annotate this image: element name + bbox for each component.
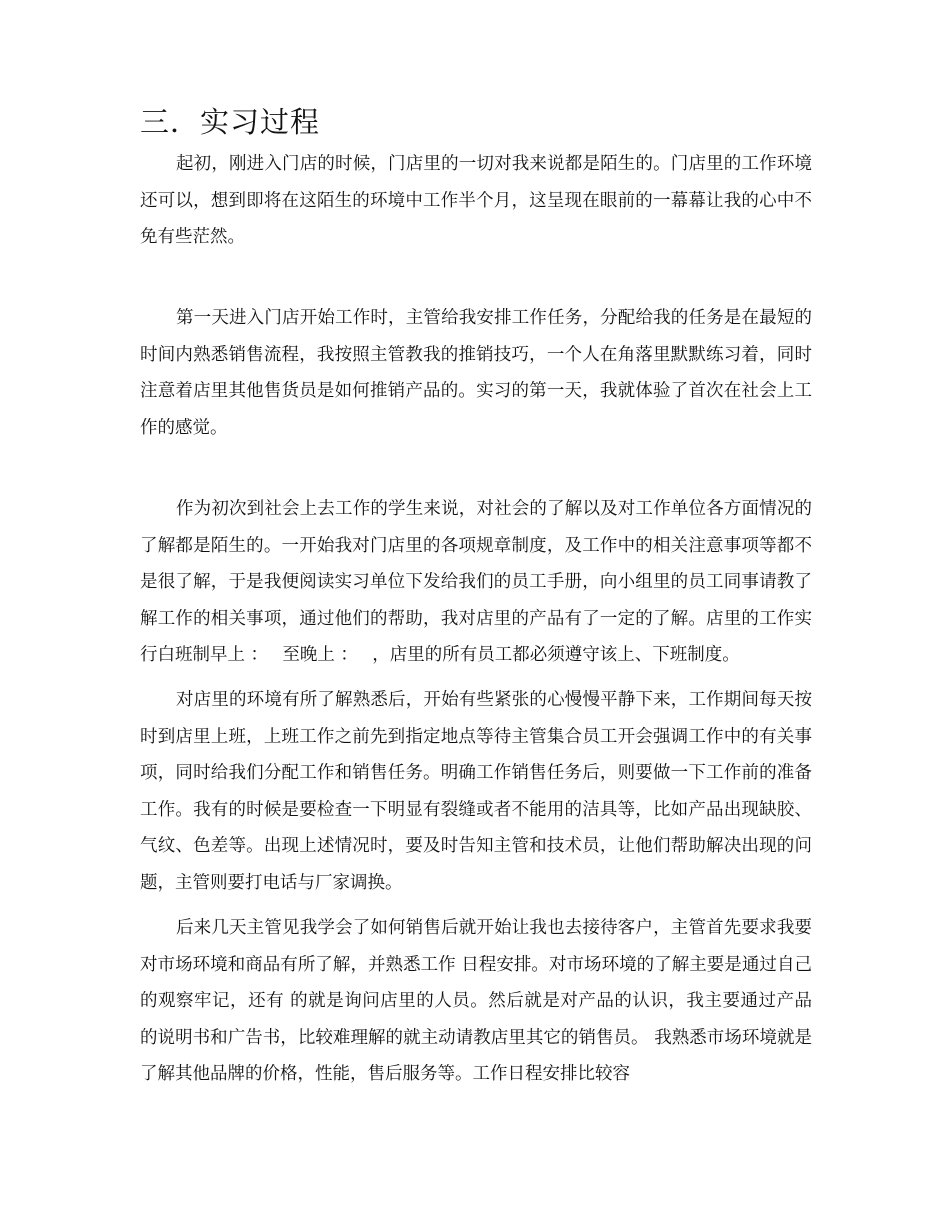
paragraph-5: 后来几天主管见我学会了如何销售后就开始让我也去接待客户，主管首先要求我要对市场环境和商品有所了解，并熟悉工作 日程安排。对市场环境的了解主要是通过自己的观察牢记，还有 的就是询问店里的人员。然后就是对产品的认识，我主要通过产品 的说明书和广告书，比较难理解的就主动请教店里其它的销售员。 我熟悉市场环境就是了解其他品牌的价格，性能，售后服务等。工作日程安排比较容 [140, 918, 812, 1085]
paragraph-4: 对店里的环境有所了解熟悉后，开始有些紧张的心慢慢平静下来，工作期间每天按时到店里上班，上班工作之前先到指定地点等待主管集合员工开会强调工作中的有关事项，同时给我们分配工作和销售任务。明确工作销售任务后，则要做一下工作前的准备工作。我有的时候是要检查一下明显有裂缝或者不能用的洁具等，比如产品出现缺胶、气纹、色差等。出现上述情况时，要及时告知主管和技术员，让他们帮助解决出现的问题，主管则要打电话与厂家调换。 [140, 690, 812, 893]
paragraph-2: 第一天进入门店开始工作时，主管给我安排工作任务，分配给我的任务是在最短的时间内熟悉销售流程，我按照主管教我的推销技巧，一个人在角落里默默练习着，同时注意着店里其他售货员是如何推销产品的。实习的第一天，我就体验了首次在社会上工作的感觉。 [140, 308, 812, 438]
paragraph-3: 作为初次到社会上去工作的学生来说，对社会的了解以及对工作单位各方面情况的了解都是陌生的。一开始我对门店里的各项规章制度，及工作中的相关注意事项等都不是很了解，于是我便阅读实习单位下发给我们的员工手册，向小组里的员工同事请教了解工作的相关事项，通过他们的帮助，我对店里的产品有了一定的了解。店里的工作实行白班制早上 ： 至晚上 ： ，店里的所有员工都必须遵守该上、下班制度。 [140, 499, 812, 666]
paragraph-1: 起初，刚进入门店的时候，门店里的一切对我来说都是陌生的。门店里的工作环境还可以，想到即将在这陌生的环境中工作半个月，这呈现在眼前的一幕幕让我的心中不免有些茫然。 [140, 154, 812, 248]
section-heading: 三．实习过程 [140, 105, 321, 139]
